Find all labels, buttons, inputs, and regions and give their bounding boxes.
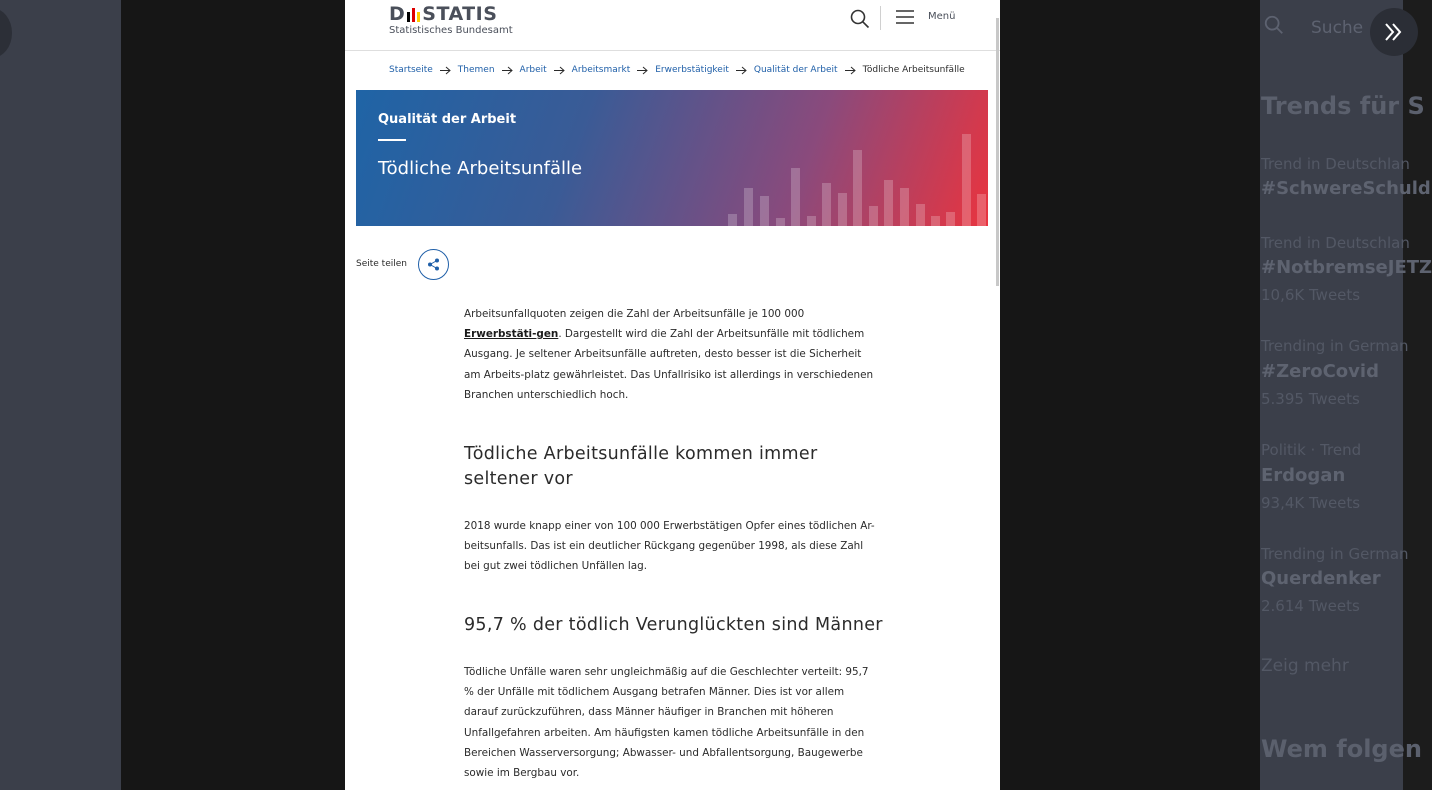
- hero-bar: [853, 150, 862, 226]
- menu-icon[interactable]: [896, 10, 914, 24]
- trend-meta: Politik · Trend: [1261, 441, 1362, 459]
- section-heading: 95,7 % der tödlich Verunglückten sind Männer: [464, 615, 883, 635]
- trend-count: 93,4K Tweets: [1261, 494, 1361, 512]
- background-left-panel: [0, 0, 121, 790]
- show-more-link[interactable]: Zeig mehr: [1261, 656, 1349, 676]
- hero-banner: [356, 90, 988, 226]
- destatis-page: [345, 0, 1000, 790]
- hero-bar: [977, 194, 986, 226]
- hero-bar: [900, 188, 909, 226]
- breadcrumb: [389, 65, 965, 75]
- logo-word-left: D: [389, 3, 406, 25]
- hero-bar: [884, 180, 893, 226]
- hero-rule: [378, 139, 406, 141]
- hero-kicker: Qualität der Arbeit: [378, 112, 517, 127]
- scrollbar-thumb[interactable]: [996, 18, 999, 286]
- logo-subtitle: Statistisches Bundesamt: [389, 25, 513, 36]
- arrow-right-icon: [554, 66, 565, 75]
- breadcrumb-item-themen[interactable]: Themen: [457, 65, 495, 75]
- hero-bar: [931, 216, 940, 226]
- trend-count: 10,6K Tweets: [1261, 286, 1361, 304]
- header-divider: [880, 6, 881, 30]
- section-heading: Tödliche Arbeitsunfälle kommen immer seltener vor: [464, 444, 818, 489]
- arrow-right-icon: [637, 66, 648, 75]
- twitter-search-placeholder: Suche: [1311, 18, 1364, 38]
- hero-bar: [807, 216, 816, 226]
- page-title: Tödliche Arbeitsunfälle: [378, 158, 583, 179]
- arrow-right-icon: [845, 66, 856, 75]
- share-label: Seite teilen: [356, 259, 407, 269]
- hero-bar: [728, 214, 737, 226]
- logo-flag-bars: [407, 8, 420, 22]
- breadcrumb-item-arbeit[interactable]: Arbeit: [519, 65, 547, 75]
- trend-tag[interactable]: Querdenker: [1261, 568, 1381, 589]
- trend-meta: Trending in German: [1261, 337, 1409, 355]
- intro-paragraph: [464, 304, 879, 405]
- erwerbstaetige-link[interactable]: Erwerbstäti-gen: [464, 328, 559, 341]
- hero-bar: [916, 204, 925, 226]
- search-icon[interactable]: [850, 9, 870, 29]
- trend-meta: Trend in Deutschlan: [1261, 234, 1410, 252]
- trends-title: Trends für S: [1261, 92, 1425, 120]
- trend-tag[interactable]: #SchwereSchuld: [1261, 178, 1431, 199]
- hero-bar: [776, 218, 785, 226]
- trend-meta: Trend in Deutschlan: [1261, 155, 1410, 173]
- intro-text-a: Arbeitsunfallquoten zeigen die Zahl der Arbeitsunfälle je 100 000: [464, 308, 805, 320]
- logo-wordmark: [389, 4, 513, 24]
- hero-bar: [962, 134, 971, 226]
- share-button[interactable]: [418, 249, 449, 280]
- arrow-right-icon: [440, 66, 451, 75]
- trend-tag[interactable]: Erdogan: [1261, 465, 1346, 486]
- hero-bar: [744, 188, 753, 226]
- section-paragraph: 2018 wurde knapp einer von 100 000 Erwerbstätigen Opfer eines tödlichen Ar-beitsunfalls. Das ist ein deutlicher Rückgang gegenüber 1998, als diese Zahl bei gut zwei tödlichen Unfällen lag.: [464, 520, 875, 573]
- trend-count: 5.395 Tweets: [1261, 390, 1360, 408]
- arrow-right-icon: [736, 66, 747, 75]
- intro-text-b: . Dargestellt wird die Zahl der Arbeitsunfälle mit tödlichem Ausgang. Je seltener Arbeitsunfälle auftreten, desto besser ist die Sicherheit am Arbeits-platz gewährleistet. Das Unfallrisiko ist allerdings in verschiedenen Branchen unterschiedlich hoch.: [464, 328, 874, 401]
- destatis-logo[interactable]: [389, 4, 513, 36]
- trend-count: 2.614 Tweets: [1261, 597, 1360, 615]
- hero-bar: [869, 206, 878, 226]
- breadcrumb-item-current: Tödliche Arbeitsunfälle: [862, 65, 965, 75]
- breadcrumb-item-qualitaet[interactable]: Qualität der Arbeit: [753, 65, 838, 75]
- logo-word-right: STATIS: [422, 3, 498, 25]
- header-divider-line: [345, 50, 1000, 51]
- hero-bar: [822, 183, 831, 226]
- hero-bar: [946, 212, 955, 226]
- arrow-right-icon: [502, 66, 513, 75]
- backdrop-overlay: [121, 0, 345, 790]
- menu-button[interactable]: Menü: [928, 11, 956, 22]
- trend-meta: Trending in German: [1261, 545, 1409, 563]
- trend-tag[interactable]: #ZeroCovid: [1261, 361, 1379, 382]
- section-paragraph: Tödliche Unfälle waren sehr ungleichmäßig auf die Geschlechter verteilt: 95,7 % der Unfälle mit tödlichem Ausgang betrafen Männer. Dies ist vor allem darauf zurückzuführen, dass Männer häufiger in Branchen mit höheren Unfallgefahren arbeiten. Am häufigsten kamen tödliche Arbeitsunfälle in den Bereichen Wasserversorgung; Abwasser- und Abfallentsorgung, Baugewerbe sowie im Bergbau vor.: [464, 666, 869, 780]
- breadcrumb-item-startseite[interactable]: Startseite: [389, 65, 433, 75]
- trend-tag[interactable]: #NotbremseJETZ: [1261, 257, 1432, 278]
- hero-bar: [760, 196, 769, 226]
- hero-bar: [838, 193, 847, 226]
- breadcrumb-item-erwerbstaetigkeit[interactable]: Erwerbstätigkeit: [655, 65, 729, 75]
- share-icon: [427, 258, 440, 271]
- collapse-button[interactable]: [1370, 8, 1418, 56]
- twitter-sidebar: [1260, 0, 1432, 790]
- breadcrumb-item-arbeitsmarkt[interactable]: Arbeitsmarkt: [571, 65, 631, 75]
- search-icon: [1263, 14, 1285, 36]
- hero-bar: [791, 168, 800, 226]
- who-to-follow-title: Wem folgen: [1261, 735, 1422, 763]
- chevron-double-right-icon: [1382, 21, 1404, 43]
